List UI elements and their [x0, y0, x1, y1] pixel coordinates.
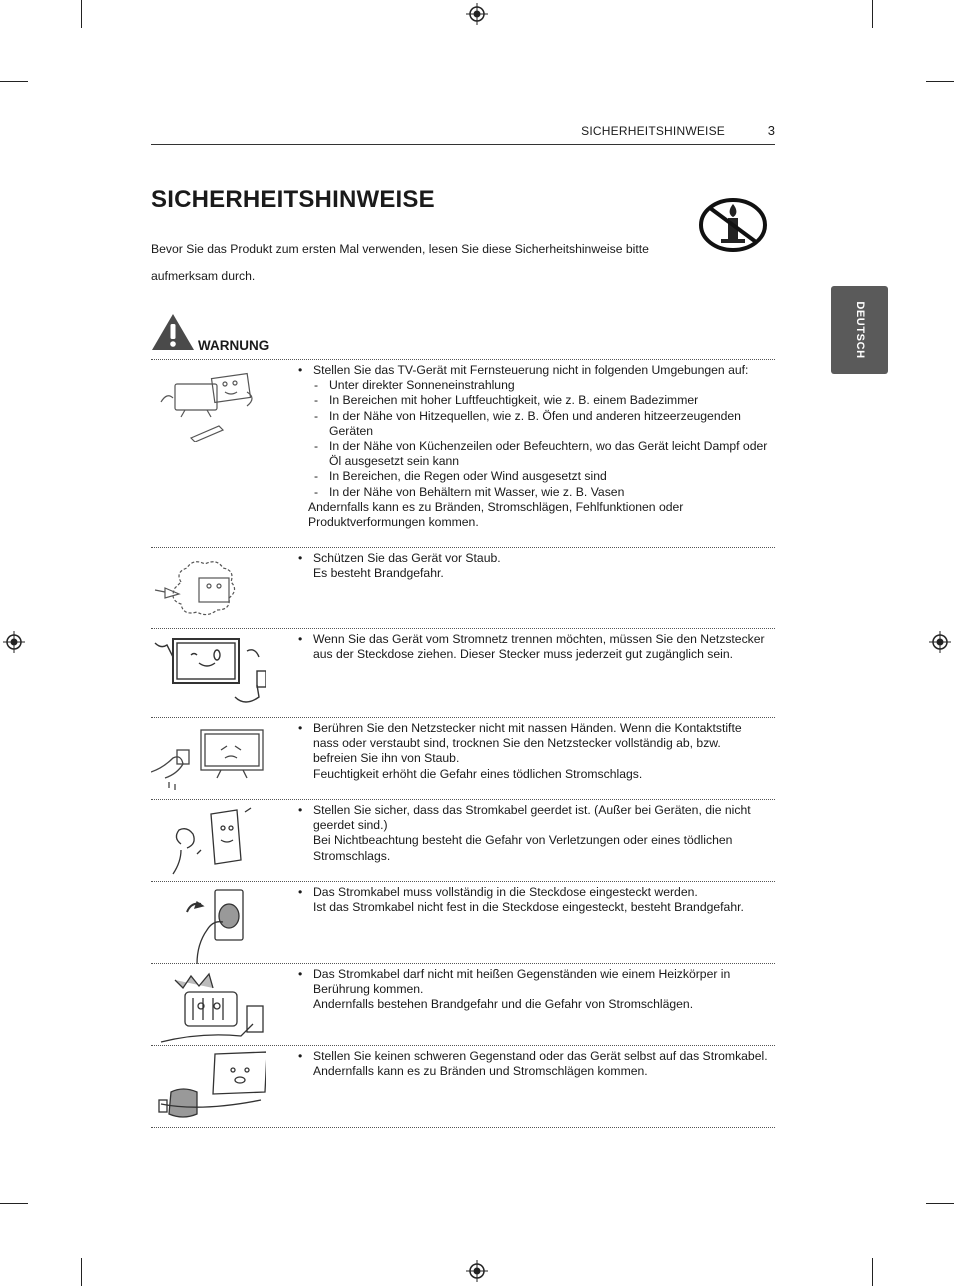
running-header — [151, 122, 775, 145]
page-title: SICHERHEITSHINWEISE — [151, 186, 435, 213]
crop-mark — [81, 1258, 82, 1286]
safety-item — [151, 1046, 775, 1128]
bullet-text: • Stellen Sie sicher, dass das Stromkabel geerdet ist. (Außer bei Geräten, die nicht geerdet sind.) — [298, 803, 768, 833]
safety-item-text — [298, 967, 768, 1013]
safety-item — [151, 882, 775, 964]
warning-triangle-icon — [151, 313, 195, 351]
crop-mark — [0, 81, 28, 82]
language-tab-label: DEUTSCH — [853, 301, 866, 359]
crop-mark — [81, 0, 82, 28]
consequence-text: Ist das Stromkabel nicht fest in die Steckdose eingesteckt, besteht Brandgefahr. — [313, 900, 744, 915]
language-tab[interactable] — [831, 286, 888, 374]
safety-item — [151, 718, 775, 800]
crop-mark — [926, 81, 954, 82]
safety-item-text — [298, 363, 768, 530]
crop-mark — [872, 1258, 873, 1286]
bullet-text: • Wenn Sie das Gerät vom Stromnetz trennen möchten, müssen Sie den Netzstecker aus der Steckdose ziehen. Dieser Stecker muss jederzeit gut zugänglich sein. — [298, 632, 768, 662]
page-number: 3 — [767, 123, 775, 138]
crop-mark — [0, 1203, 28, 1204]
consequence-text: Andernfalls bestehen Brandgefahr und die Gefahr von Stromschlägen. — [313, 997, 694, 1012]
bullet-text: • Das Stromkabel muss vollständig in die Steckdose eingesteckt werden. — [298, 885, 768, 900]
sub-item: - In Bereichen mit hoher Luftfeuchtigkeit, wie z. B. einem Badezimmer — [298, 393, 768, 408]
grounded-plug-illustration — [151, 804, 266, 882]
sub-item: - In Bereichen, die Regen oder Wind ausgesetzt sind — [298, 469, 768, 484]
safety-item — [151, 548, 775, 629]
safety-item-text — [298, 885, 768, 915]
registration-mark-icon — [929, 631, 951, 653]
bullet-text: • Schützen Sie das Gerät vor Staub. — [298, 551, 768, 566]
consequence-text: Andernfalls kann es zu Bränden, Stromschlägen, Fehlfunktionen oder Produktverformungen kommen. — [308, 499, 684, 530]
consequence-text: Andernfalls kann es zu Bränden und Stromschlägen kommen. — [313, 1064, 648, 1079]
safety-item-text — [298, 551, 768, 581]
dust-illustration — [151, 552, 266, 630]
intro-paragraph: Bevor Sie das Produkt zum ersten Mal verwenden, lesen Sie diese Sicherheitshinweise bitte aufmerksam durch. — [151, 242, 649, 283]
crop-mark — [926, 1203, 954, 1204]
sub-item: - In der Nähe von Behältern mit Wasser, wie z. B. Vasen — [298, 485, 768, 500]
heavy-object-illustration — [151, 1050, 266, 1128]
consequence-text: Bei Nichtbeachtung besteht die Gefahr von Verletzungen oder eines tödlichen Stromschlags. — [313, 833, 733, 863]
registration-mark-icon — [466, 1260, 488, 1282]
safety-list — [151, 359, 775, 1128]
consequence-text: Es besteht Brandgefahr. — [313, 566, 444, 581]
safety-item-text — [298, 803, 768, 864]
plug-insert-illustration — [151, 886, 266, 964]
safety-item-text — [298, 721, 768, 782]
crop-mark — [872, 0, 873, 28]
warning-label: WARNUNG — [198, 338, 270, 353]
tv-environment-illustration — [151, 364, 266, 442]
bullet-text: • Stellen Sie keinen schweren Gegenstand oder das Gerät selbst auf das Stromkabel. — [298, 1049, 768, 1064]
safety-item-text — [298, 632, 768, 662]
safety-item — [151, 360, 775, 548]
heater-illustration — [151, 968, 266, 1046]
unplug-illustration — [151, 633, 266, 711]
safety-item-text — [298, 1049, 768, 1079]
safety-item — [151, 964, 775, 1046]
bullet-text: • Stellen Sie das TV-Gerät mit Fernsteuerung nicht in folgenden Umgebungen auf: — [298, 363, 768, 378]
safety-item — [151, 800, 775, 882]
consequence-text: Feuchtigkeit erhöht die Gefahr eines tödlichen Stromschlags. — [313, 766, 643, 781]
no-open-flame-icon — [697, 196, 769, 254]
sub-item: - In der Nähe von Küchenzeilen oder Befeuchtern, wo das Gerät leicht Dampf oder Öl ausgesetzt sein kann — [298, 439, 768, 469]
safety-item — [151, 629, 775, 718]
wet-hands-illustration — [151, 722, 266, 800]
bullet-text: • Berühren Sie den Netzstecker nicht mit nassen Händen. Wenn die Kontaktstifte nass oder verstaubt sind, trocknen Sie den Netzstecker vollständig ab, bzw. befreien Sie ihn von Staub. — [298, 721, 768, 767]
sub-item: - In der Nähe von Hitzequellen, wie z. B. Öfen und anderen hitzeerzeugenden Geräten — [298, 409, 768, 439]
header-section-title: SICHERHEITSHINWEISE — [581, 124, 725, 138]
sub-item: - Unter direkter Sonneneinstrahlung — [298, 378, 768, 393]
registration-mark-icon — [3, 631, 25, 653]
registration-mark-icon — [466, 3, 488, 25]
bullet-text: • Das Stromkabel darf nicht mit heißen Gegenständen wie einem Heizkörper in Berührung kommen. — [298, 967, 768, 997]
